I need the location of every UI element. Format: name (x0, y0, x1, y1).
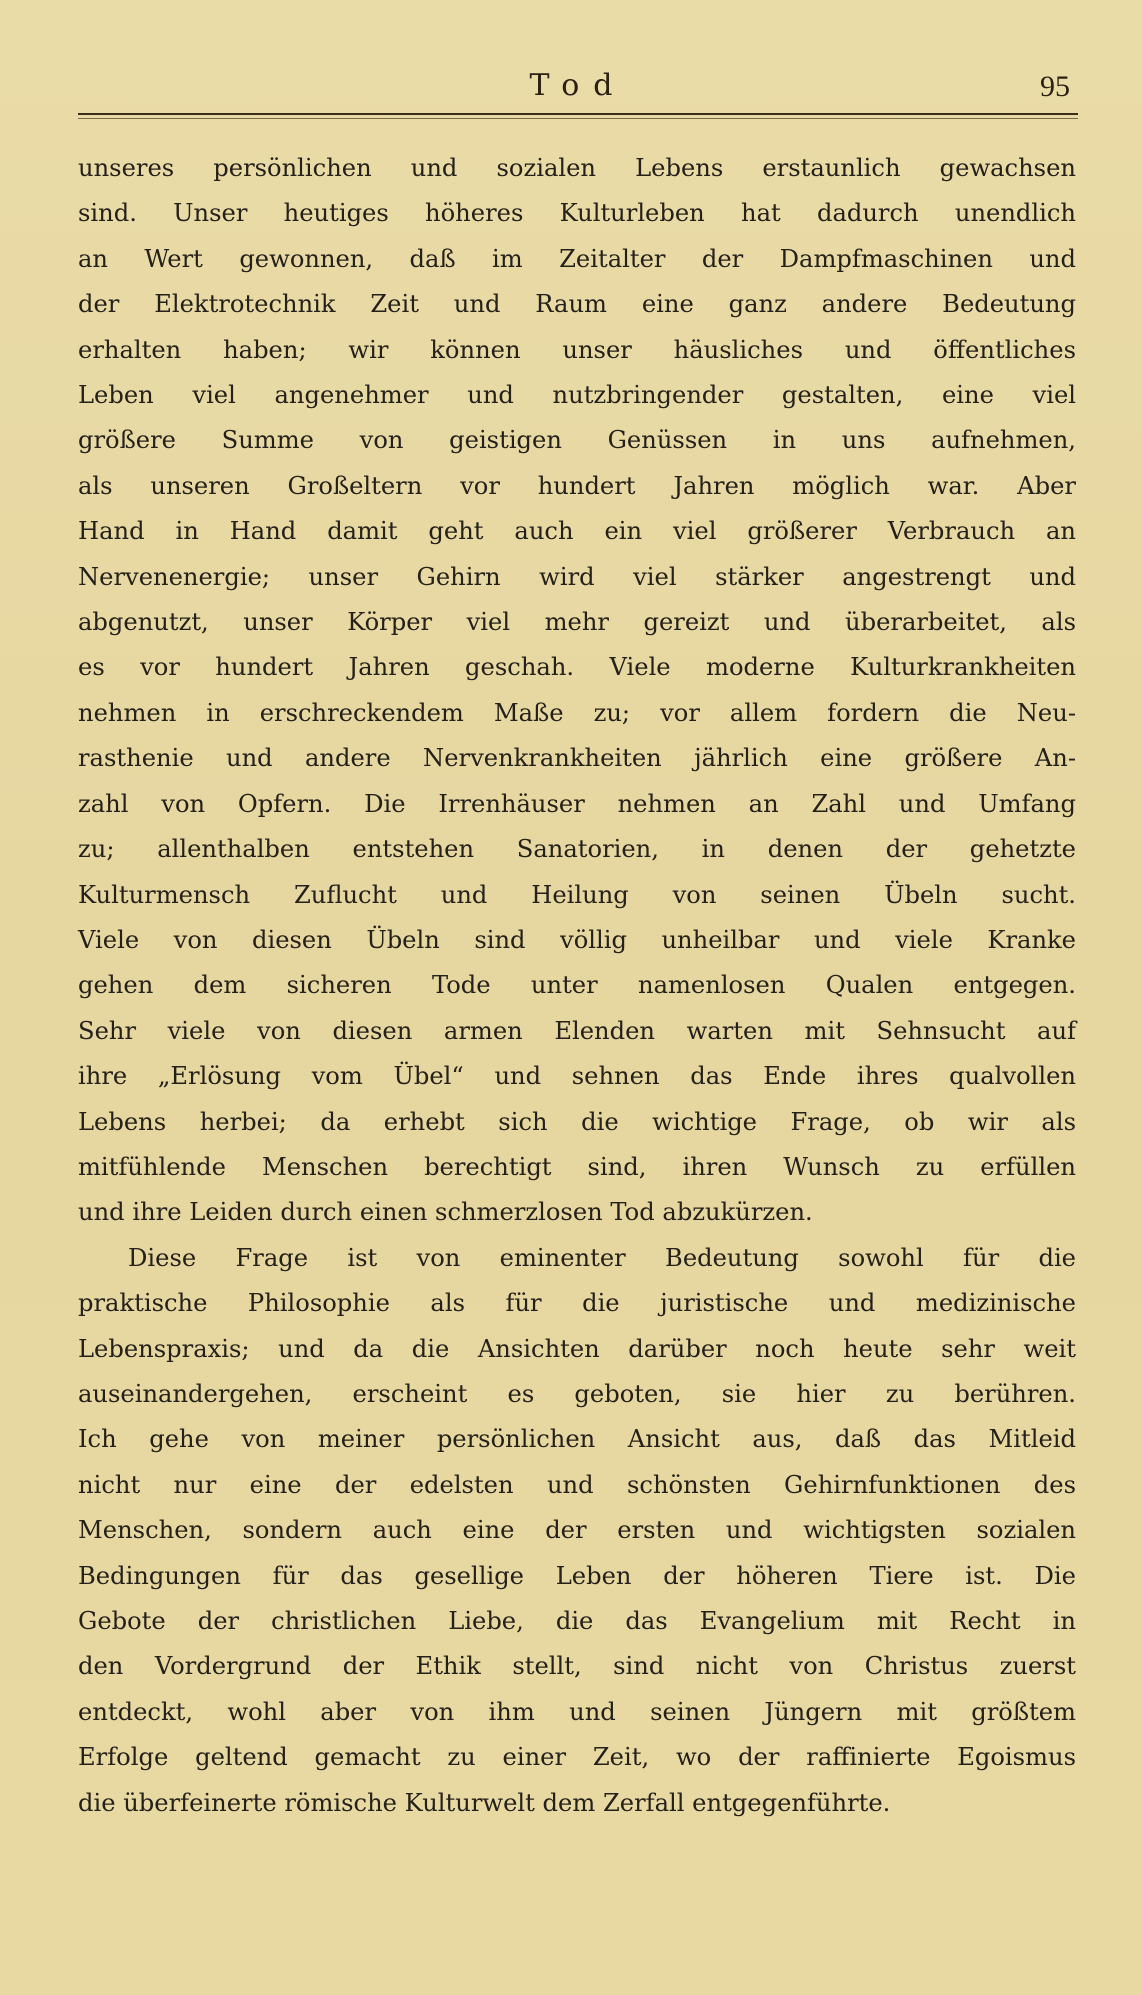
text-line: nehmen in erschreckendem Maße zu; vor allem fordern die Neu- (78, 698, 1076, 727)
text-line: Ich gehe von meiner persönlichen Ansicht aus, daß das Mitleid (78, 1425, 1076, 1454)
text-line: zu; allenthalben entstehen Sanatorien, in denen der gehetzte (78, 835, 1076, 864)
text-line: auseinandergehen, erscheint es geboten, sie hier zu berühren. (78, 1379, 1076, 1408)
text-line: Erfolge geltend gemacht zu einer Zeit, wo der raffinierte Egoismus (78, 1743, 1076, 1772)
text-line: abgenutzt, unser Körper viel mehr gereizt und überarbeitet, als (78, 608, 1076, 637)
text-line: und ihre Leiden durch einen schmerzlosen Tod abzukürzen. (78, 1198, 813, 1227)
text-line: Gebote der christlichen Liebe, die das Evangelium mit Recht in (78, 1607, 1076, 1635)
text-line: gehen dem sicheren Tode unter namenlosen Qualen entgegen. (78, 971, 1076, 1000)
page-header (78, 68, 1078, 118)
header-rule-thin (78, 118, 1078, 119)
page-body (78, 146, 1076, 1826)
text-line: zahl von Opfern. Die Irrenhäuser nehmen an Zahl und Umfang (78, 789, 1076, 818)
text-line: Bedingungen für das gesellige Leben der höheren Tiere ist. Die (78, 1561, 1076, 1590)
text-line: Diese Frage ist von eminenter Bedeutung sowohl für die (128, 1243, 1076, 1272)
text-line: entdeckt, wohl aber von ihm und seinen Jüngern mit größtem (78, 1697, 1076, 1726)
text-line: Lebenspraxis; und da die Ansichten darüber noch heute sehr weit (78, 1334, 1076, 1363)
text-line: Hand in Hand damit geht auch ein viel größerer Verbrauch an (78, 517, 1076, 546)
text-line: unseres persönlichen und sozialen Lebens erstaunlich gewachsen (78, 154, 1076, 182)
text-line: die überfeinerte römische Kulturwelt dem Zerfall entgegenführte. (78, 1788, 891, 1817)
text-line: als unseren Großeltern vor hundert Jahren möglich war. Aber (78, 471, 1076, 500)
text-line: an Wert gewonnen, daß im Zeitalter der Dampfmaschinen und (78, 244, 1076, 273)
text-line: ihre „Erlösung vom Übel“ und sehnen das Ende ihres qualvollen (78, 1062, 1076, 1091)
text-line: Viele von diesen Übeln sind völlig unheilbar und viele Kranke (78, 925, 1076, 954)
text-line: den Vordergrund der Ethik stellt, sind nicht von Christus zuerst (78, 1652, 1076, 1681)
text-line: rasthenie und andere Nervenkrankheiten jährlich eine größere An- (78, 744, 1076, 773)
text-line: erhalten haben; wir können unser häusliches und öffentliches (78, 335, 1076, 364)
text-line: größere Summe von geistigen Genüssen in uns aufnehmen, (78, 426, 1076, 455)
header-rule (78, 113, 1078, 115)
text-line: praktische Philosophie als für die juristische und medizinische (78, 1289, 1076, 1318)
text-line: der Elektrotechnik Zeit und Raum eine ganz andere Bedeutung (78, 290, 1076, 319)
text-line: Menschen, sondern auch eine der ersten und wichtigsten sozialen (78, 1516, 1076, 1545)
text-line: Nervenenergie; unser Gehirn wird viel stärker angestrengt und (78, 562, 1076, 591)
text-line: mitfühlende Menschen berechtigt sind, ihren Wunsch zu erfüllen (78, 1152, 1076, 1181)
text-line: Lebens herbei; da erhebt sich die wichtige Frage, ob wir als (78, 1107, 1076, 1136)
text-line: Sehr viele von diesen armen Elenden warten mit Sehnsucht auf (78, 1016, 1076, 1045)
paragraph-2 (78, 1236, 1076, 1826)
text-line: Leben viel angenehmer und nutzbringender gestalten, eine viel (78, 381, 1076, 410)
paragraph-1 (78, 146, 1076, 1236)
running-title: Tod (529, 68, 627, 103)
text-line: sind. Unser heutiges höheres Kulturleben hat dadurch unendlich (78, 199, 1076, 228)
text-line: nicht nur eine der edelsten und schönsten Gehirnfunktionen des (78, 1470, 1076, 1499)
text-line: es vor hundert Jahren geschah. Viele moderne Kulturkrankheiten (78, 653, 1076, 682)
text-line: Kulturmensch Zuflucht und Heilung von seinen Übeln sucht. (78, 880, 1076, 909)
page-number: 95 (1040, 70, 1070, 103)
